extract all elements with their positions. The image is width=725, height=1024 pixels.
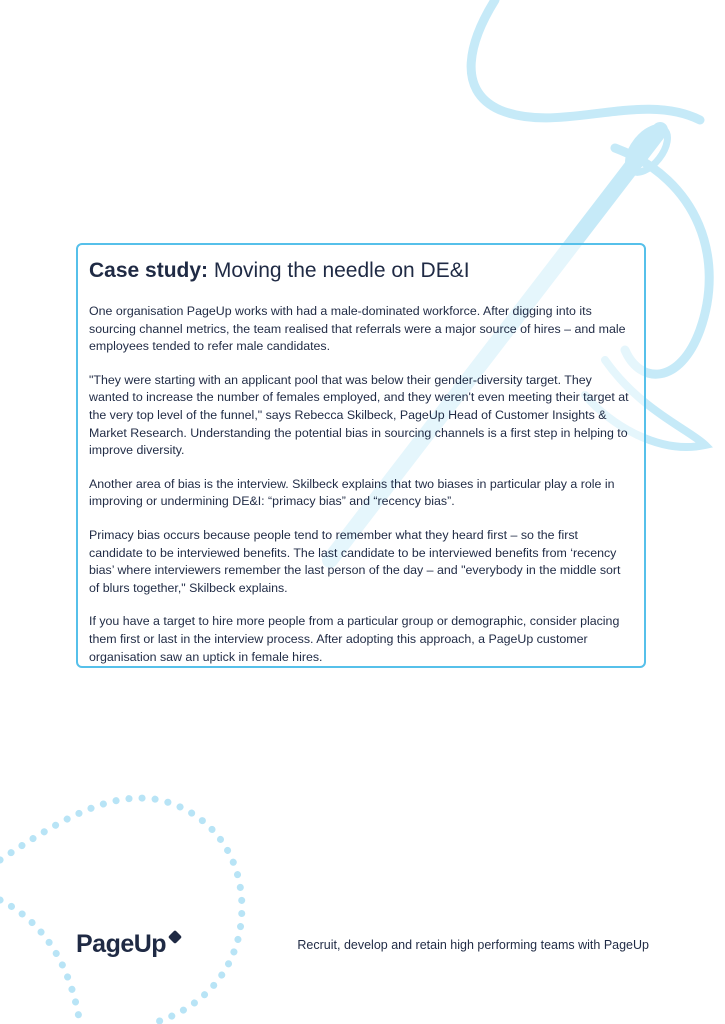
diamond-icon [166,928,184,946]
case-study-heading: Moving the needle on DE&I [208,259,470,282]
case-study-paragraph: "They were starting with an applicant pool that was below their gender-diversity target. They wanted to increase the number of females employed, and they weren't even meeting their target at the very top level of the funnel," says Rebecca Skilbeck, PageUp Head of Customer Insights & Market Research. Understanding the potential bias in sourcing channels is a first step in helping to improve diversity. [89,372,629,458]
case-study-box [76,243,646,668]
case-study-label: Case study: [89,259,209,282]
case-study-paragraph: If you have a target to hire more people from a particular group or demographic, consider placing them first or last in the interview process. After adopting this approach, a PageUp customer organisation saw an uptick in female hires. [89,614,620,664]
footer-tagline: Recruit, develop and retain high performing teams with PageUp [297,938,649,952]
pageup-logo [76,928,186,968]
case-study-paragraph: Primacy bias occurs because people tend to remember what they heard first – so the first candidate to be interviewed benefits. The last candidate to be interviewed benefits from ‘recency bias’ where interviewers remember the last person of the day – and "everybody in the middle sort of blurs together," Skilbeck explains. [89,527,621,595]
logo-text: PageUp [76,930,167,958]
case-study-title [89,258,633,284]
case-study-paragraph: Another area of bias is the interview. Skilbeck explains that two biases in particular play a role in improving or undermining DE&I: “primacy bias” and “recency bias”. [89,476,615,509]
case-study-paragraph: One organisation PageUp works with had a male-dominated workforce. After digging into its sourcing channel metrics, the team realised that referrals were a major source of hires – and male employees tended to refer male candidates. [89,304,626,354]
